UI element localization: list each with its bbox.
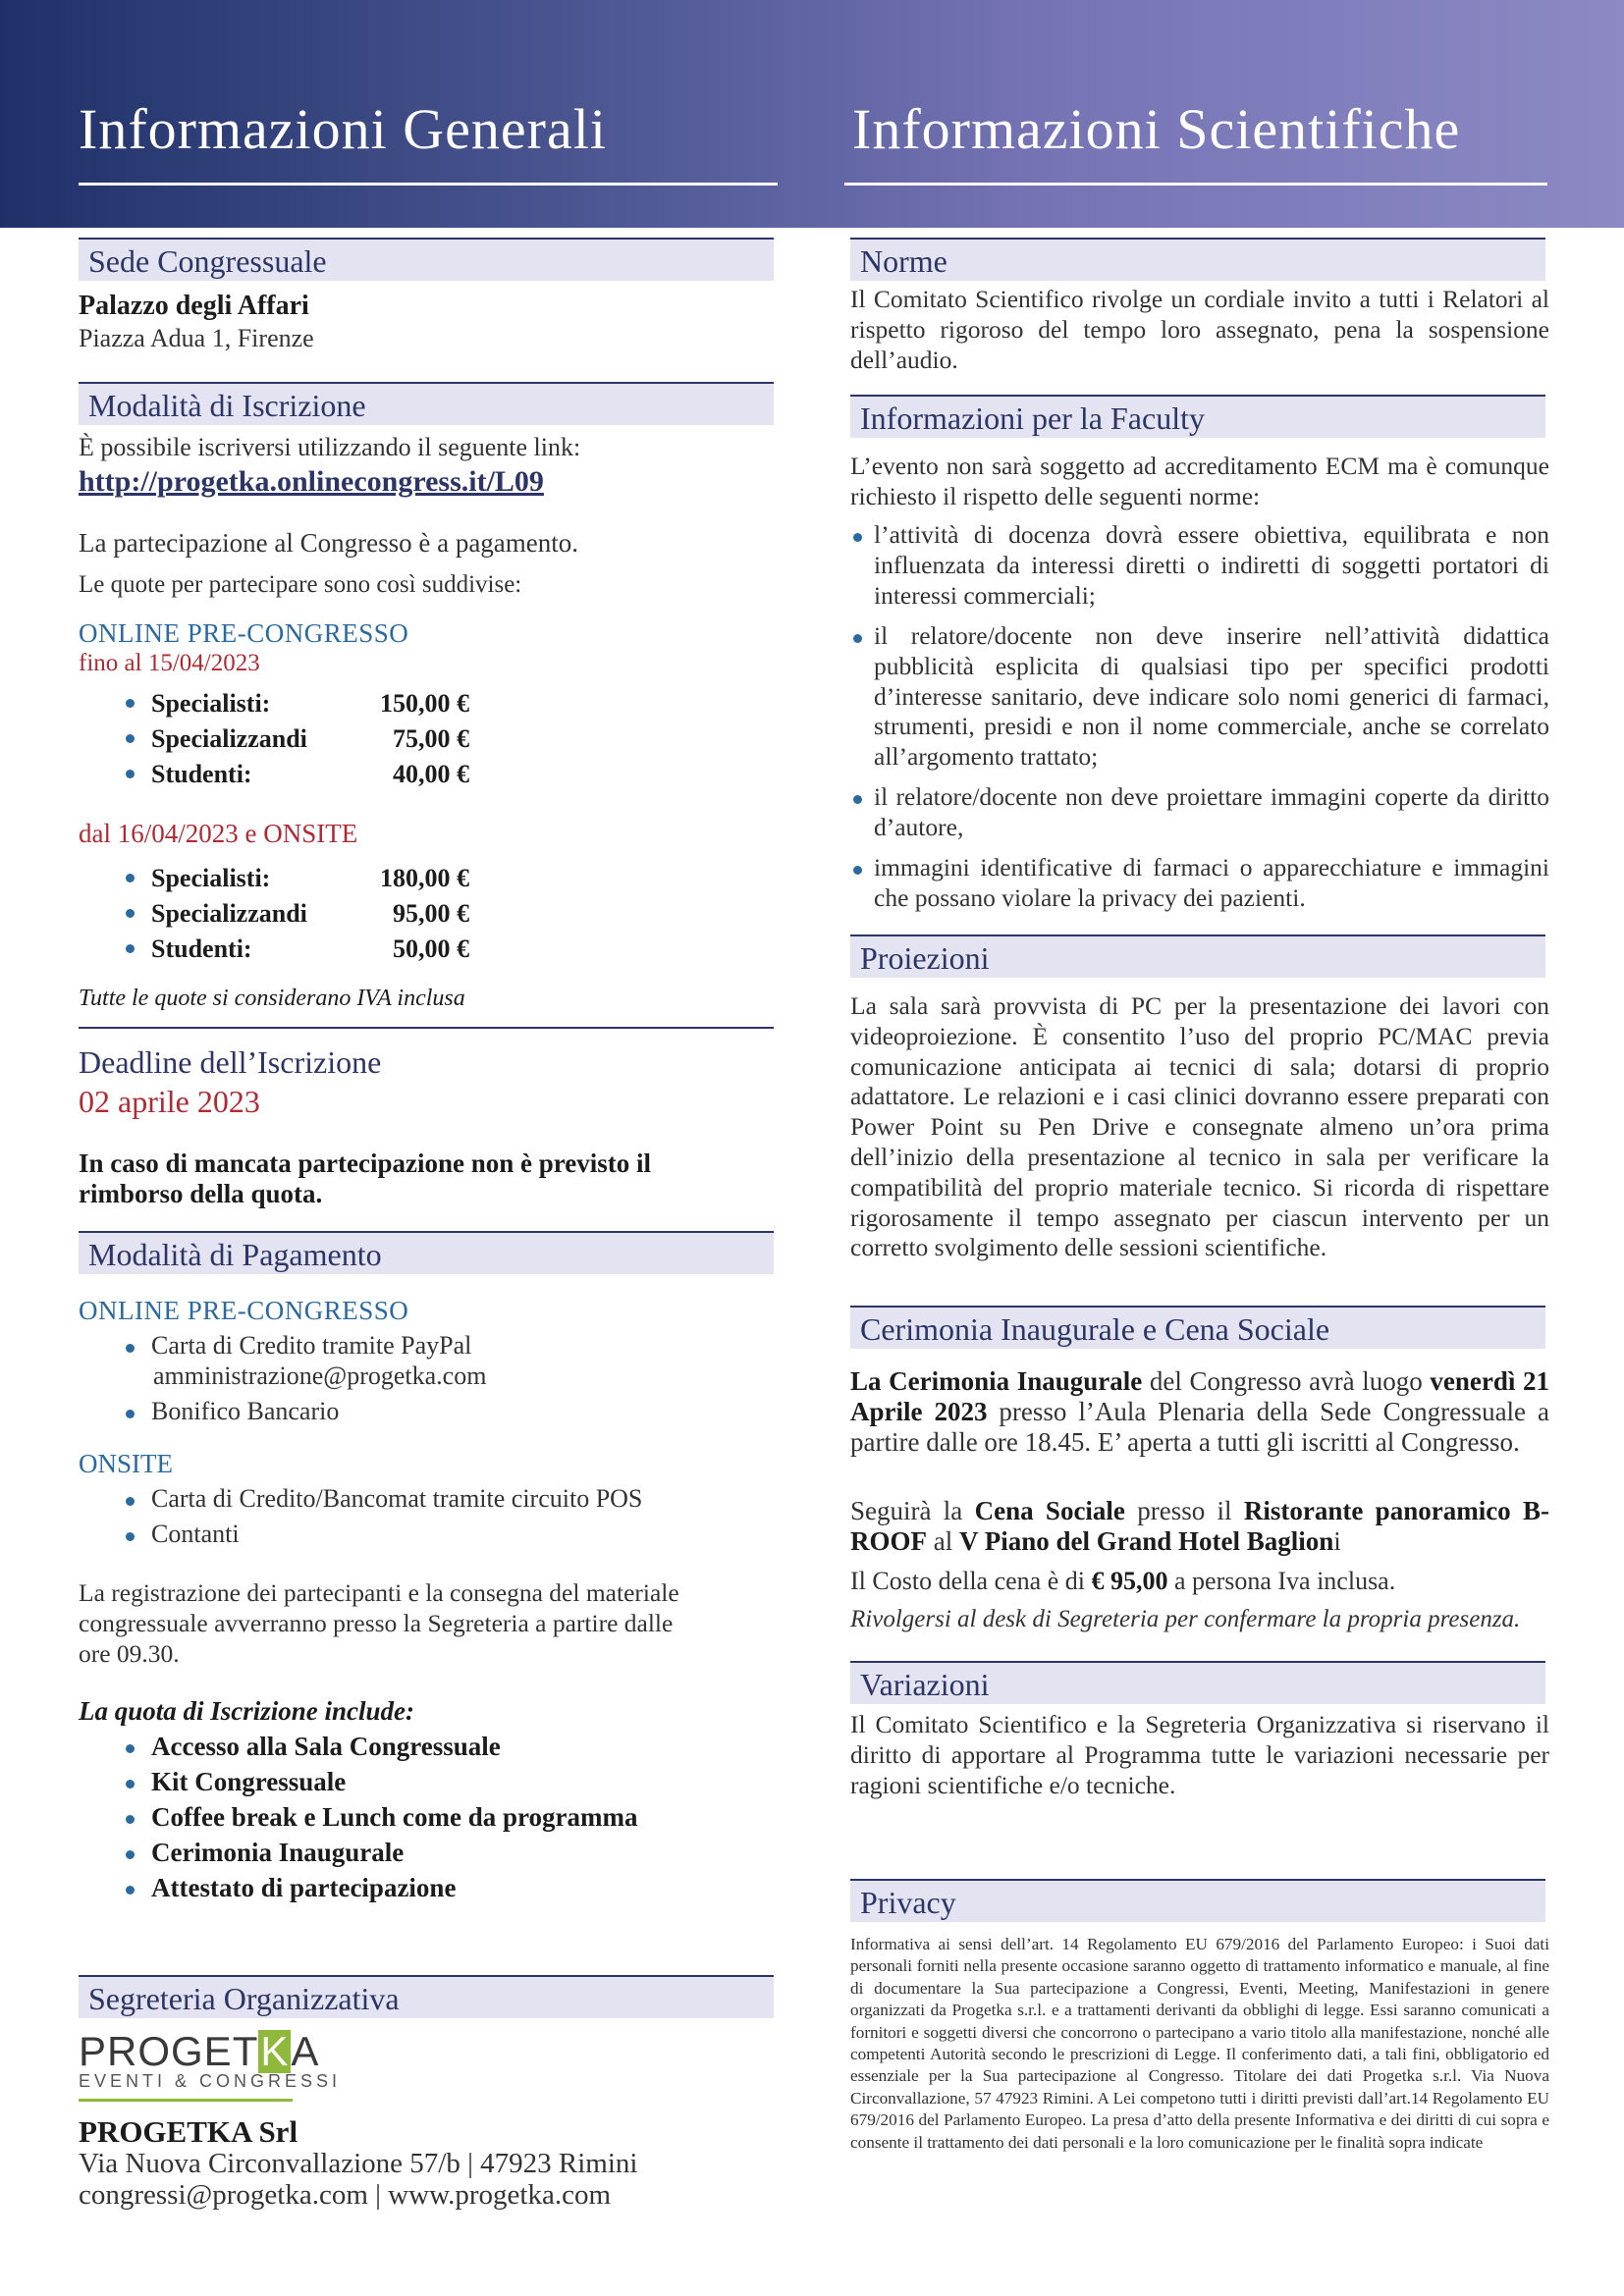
bullet-icon xyxy=(853,866,862,875)
faculty-rule: il relatore/docente non deve inserire nell’attività didattica pubblicità esplicita di qualsiasi tipo per specifici prodotti d’interesse sanitario, deve indicare solo nomi generici di farmaci, strumenti, presidi e non il nome commerciale, anche se correlato all’argomento trattato; xyxy=(874,621,1549,772)
payment-method: Bonifico Bancario xyxy=(151,1397,340,1425)
cerimonia-text: del Congresso avrà luogo xyxy=(1142,1366,1431,1396)
variazioni-text: Il Comitato Scientifico e la Segreteria Organizzativa si riservano il diritto di apportare al Programma tutte le variazioni necessarie per ragioni scientifiche e/o tecniche. xyxy=(850,1710,1549,1799)
cena-restaurant: Ristorante panoramico B-ROOF xyxy=(850,1496,1549,1556)
section-heading-sede: Sede Congressuale xyxy=(79,238,774,281)
company-address: Via Nuova Circonvallazione 57/b | 47923 Rimini xyxy=(79,2148,638,2179)
section-heading-proiezioni: Proiezioni xyxy=(850,934,1545,978)
bullet-icon xyxy=(126,1815,135,1824)
logo-text: PROGET xyxy=(79,2028,259,2074)
cena-text: i xyxy=(1333,1526,1341,1556)
bullet-icon xyxy=(126,909,135,918)
logo-underline xyxy=(79,2099,293,2102)
cerimonia-paragraph-1 xyxy=(850,1366,1549,1458)
norme-text: Il Comitato Scientifico rivolge un cordiale invito a tutti i Relatori al rispetto rigoroso del tempo loro assegnato, pena la sospensione dell’audio. xyxy=(850,285,1549,374)
online-fees-until: fino al 15/04/2023 xyxy=(79,650,260,676)
payment-method: Carta di Credito/Bancomat tramite circuito POS xyxy=(151,1484,643,1513)
deadline-date: 02 aprile 2023 xyxy=(79,1084,260,1119)
company-contacts[interactable]: congressi@progetka.com | www.progetka.com xyxy=(79,2179,612,2211)
section-heading-privacy: Privacy xyxy=(850,1879,1545,1922)
included-item: Kit Congressuale xyxy=(151,1767,347,1796)
registration-link[interactable]: http://progetka.onlinecongress.it/L09 xyxy=(79,465,544,498)
section-heading-norme: Norme xyxy=(850,238,1545,281)
fee-label: Specialisti: xyxy=(151,864,271,892)
fee-price: 75,00 € xyxy=(393,724,469,753)
bullet-icon xyxy=(126,699,135,708)
bullet-icon xyxy=(853,795,862,804)
logo-subtitle: EVENTI & CONGRESSI xyxy=(79,2071,342,2091)
payment-online-label: ONLINE PRE-CONGRESSO xyxy=(79,1296,409,1325)
fee-price: 180,00 € xyxy=(380,864,469,892)
cena-bold: Cena Sociale xyxy=(974,1496,1125,1525)
cerimonia-bold-title: La Cerimonia Inaugurale xyxy=(850,1366,1143,1396)
section-heading-pagamento: Modalità di Pagamento xyxy=(79,1231,774,1274)
payment-method: Contanti xyxy=(151,1520,240,1548)
registration-desk-line2: congressuale avverranno presso la Segreteria a partire dalle xyxy=(79,1609,674,1637)
onsite-fees-label: dal 16/04/2023 e ONSITE xyxy=(79,819,358,848)
faculty-rule: il relatore/docente non deve proiettare immagini coperte da diritto d’autore, xyxy=(874,782,1549,841)
bullet-icon xyxy=(126,1850,135,1859)
header-title-general: Informazioni Generali xyxy=(79,97,607,161)
section-heading-faculty: Informazioni per la Faculty xyxy=(850,395,1545,438)
cena-cost-text: Il Costo della cena è di xyxy=(850,1567,1092,1595)
fee-price: 50,00 € xyxy=(393,934,469,963)
fee-label: Specializzandi xyxy=(151,899,307,928)
payment-onsite-label: ONSITE xyxy=(79,1449,173,1478)
bullet-icon xyxy=(126,874,135,882)
faculty-rule: immagini identificative di farmaci o apparecchiature e immagini che possano violare la privacy dei pazienti. xyxy=(874,853,1549,912)
bullet-icon xyxy=(126,1886,135,1895)
iva-note: Tutte le quote si considerano IVA inclusa xyxy=(79,986,465,1011)
registration-desk-line3: ore 09.30. xyxy=(79,1639,180,1668)
included-item: Accesso alla Sala Congressuale xyxy=(151,1732,501,1761)
bullet-icon xyxy=(126,1780,135,1789)
cena-text: al xyxy=(927,1526,959,1556)
bullet-icon xyxy=(126,944,135,953)
bullet-icon xyxy=(126,770,135,778)
cena-cost-text: a persona Iva inclusa. xyxy=(1167,1567,1396,1595)
included-item: Coffee break e Lunch come da programma xyxy=(151,1802,638,1832)
fee-label: Studenti: xyxy=(151,934,252,963)
bullet-icon xyxy=(126,1344,135,1353)
proiezioni-text: La sala sarà provvista di PC per la presentazione dei lavori con videoproiezione. È consentito l’uso del proprio PC/MAC previa comunicazione anticipata ai tecnici di sala; dotarsi di proprio adattatore. Le relazioni e i casi clinici dovranno essere preparati con Power Point su Pen Drive e consegnate almeno un’ora prima dell’inizio della presentazione al tecnico in sala per verificare la compatibilità del proprio materiale tecnico. Si ricorda di rispettare rigorosamente il tempo assegnato per ciascun intervento per un corretto svolgimento delle sessioni scientifiche. xyxy=(850,991,1549,1262)
cena-hotel: V Piano del Grand Hotel Baglion xyxy=(959,1526,1334,1556)
bullet-icon xyxy=(126,1532,135,1541)
cena-text: presso il xyxy=(1124,1496,1244,1525)
registration-intro: È possibile iscriversi utilizzando il seguente link: xyxy=(79,433,581,461)
fee-label: Specialisti: xyxy=(151,689,271,718)
deadline-heading: Deadline dell’Iscrizione xyxy=(79,1044,382,1080)
faculty-rule: l’attività di docenza dovrà essere obiettiva, equilibrata e non influenzata da interessi diretti o indiretti di soggetti portatori di interessi commerciali; xyxy=(874,520,1549,610)
venue-address: Piazza Adua 1, Firenze xyxy=(79,324,314,352)
cerimonia-date: venerdì 21 Aprile 2023 xyxy=(850,1366,1549,1426)
bullet-icon xyxy=(126,1410,135,1418)
faculty-intro: L’evento non sarà soggetto ad accreditamento ECM ma è comunque richiesto il rispetto delle seguenti norme: xyxy=(850,452,1549,510)
bullet-icon xyxy=(126,1497,135,1506)
privacy-text: Informativa ai sensi dell’art. 14 Regolamento EU 679/2016 del Parlamento Europeo: i Suoi dati personali forniti nella presente occasione saranno oggetto di trattamento informatico e manuale, al fine di documentare la Sua partecipazione a Congressi, Eventi, Meeting, Manifestazioni in genere organizzati da Progetka s.r.l. e a trattamenti derivanti da obblighi di legge. Essi saranno comunicati a fornitori e soggetti diversi che concorrono o partecipano a vario titolo alla manifestazione, nonché alle competenti Autorità secondo le prescrizioni di Legge. Il conferimento dati, a tali fini, obbligatorio ed essenziale per la Sua partecipazione al Congresso. Titolare dei dati Progetka s.r.l. Via Nuova Circonvallazione, 57 47923 Rimini. A Lei competono tutti i diritti previsti dall’art.14 Regolamento EU 679/2016 del Parlamento Europeo. La presa d’atto della presente Informativa e dei diritti di cui sopra e consente il trattamento dei dati personali e la loro comunicazione per le finalità sopra indicate xyxy=(850,1935,1549,2152)
fee-label: Studenti: xyxy=(151,760,252,788)
cena-text: Seguirà la xyxy=(850,1496,975,1525)
fee-price: 40,00 € xyxy=(393,760,469,788)
bullet-icon xyxy=(126,734,135,743)
header-underline-left xyxy=(79,183,778,186)
fee-price: 150,00 € xyxy=(380,689,469,718)
payment-note: La partecipazione al Congresso è a pagamento. xyxy=(79,528,579,558)
header-underline-right xyxy=(844,183,1547,186)
section-heading-iscrizione: Modalità di Iscrizione xyxy=(79,382,774,425)
payment-method: Carta di Credito tramite PayPal xyxy=(151,1331,472,1360)
included-item: Attestato di partecipazione xyxy=(151,1873,457,1902)
refund-note-line2: rimborso della quota. xyxy=(79,1179,323,1208)
online-fees-label: ONLINE PRE-CONGRESSO xyxy=(79,618,409,648)
cena-confirm-note: Rivolgersi al desk di Segreteria per confermare la propria presenza. xyxy=(850,1606,1521,1632)
company-name: PROGETKA Srl xyxy=(79,2114,298,2149)
section-heading-cerimonia: Cerimonia Inaugurale e Cena Sociale xyxy=(850,1306,1545,1349)
bullet-icon xyxy=(126,1744,135,1753)
cerimonia-paragraph-2 xyxy=(850,1496,1549,1557)
fees-note: Le quote per partecipare sono così suddivise: xyxy=(79,571,522,598)
section-divider xyxy=(79,1027,774,1029)
cena-cost-amount: € 95,00 xyxy=(1091,1567,1168,1595)
cerimonia-text: presso l’Aula Plenaria della Sede Congressuale a partire dalle ore 18.45. E’ aperta a tutti gli iscritti al Congresso. xyxy=(850,1397,1549,1457)
logo-text-end: A xyxy=(291,2028,320,2074)
bullet-icon xyxy=(853,634,862,643)
fee-price: 95,00 € xyxy=(393,899,469,928)
logo-k-mark: K xyxy=(260,2028,290,2074)
payment-paypal-email: amministrazione@progetka.com xyxy=(153,1362,487,1390)
bullet-icon xyxy=(853,533,862,542)
refund-note-line1: In caso di mancata partecipazione non è previsto il xyxy=(79,1148,651,1178)
section-heading-segreteria: Segreteria Organizzativa xyxy=(79,1975,774,2018)
section-heading-variazioni: Variazioni xyxy=(850,1661,1545,1704)
included-heading: La quota di Iscrizione include: xyxy=(79,1696,415,1726)
venue-name: Palazzo degli Affari xyxy=(79,291,309,321)
registration-desk-line1: La registrazione dei partecipanti e la consegna del materiale xyxy=(79,1578,679,1607)
cena-cost xyxy=(850,1567,1395,1596)
header-title-scientific: Informazioni Scientifiche xyxy=(852,97,1461,161)
fee-label: Specializzandi xyxy=(151,724,307,753)
included-item: Cerimonia Inaugurale xyxy=(151,1838,405,1867)
